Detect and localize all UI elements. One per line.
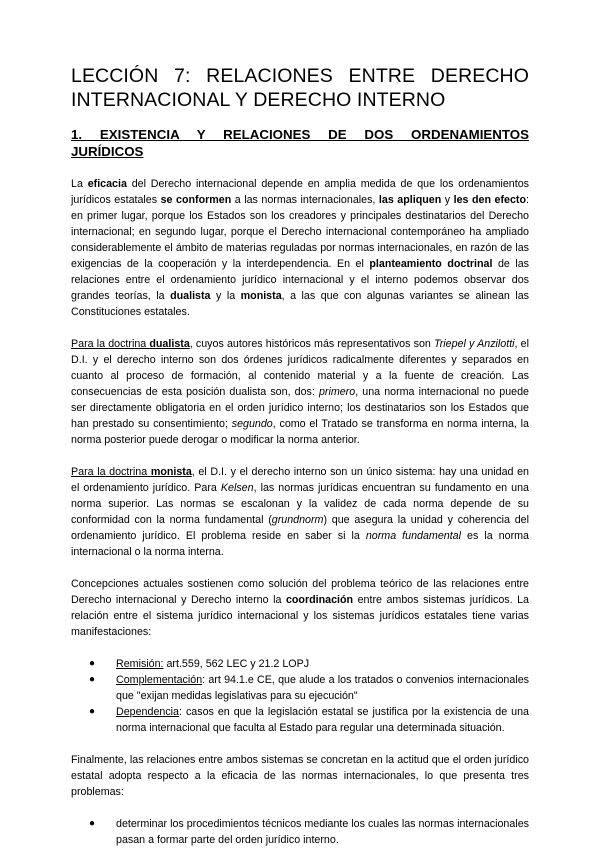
italic-term: grundnorm (271, 514, 324, 526)
list-term: Dependencia (116, 706, 179, 718)
paragraph-monista (71, 464, 529, 560)
document-page (71, 64, 529, 864)
bullet-icon: ● (89, 818, 96, 829)
text-run: es la norma internacional o la norma interna. (71, 530, 529, 558)
italic-term: norma fundamental (365, 530, 462, 542)
list-item (71, 816, 529, 848)
text-run: : en primer lugar, porque los Estados son los creadores y principales destinatarios del Derecho internacional; en segundo lugar, porque el Derecho internacional contemporáneo ha ampliado considerablemente el ámbito de materias reguladas por normas internacionales, en razón de las exigencias de la cooperación y la interdependencia. En el (71, 194, 529, 270)
text-run: , cuyos autores históricos más representativos son (189, 338, 434, 350)
paragraph-eficacia (71, 176, 529, 320)
text-run: , las normas jurídicas encuentran su fundamento en una norma superior. Las normas se escalonan y la validez de cada norma depende de su conformidad con la norma fundamental ( (71, 482, 529, 526)
underlined-text: Para la doctrina (71, 466, 151, 478)
bold-term: las apliquen (378, 194, 442, 206)
problems-list (71, 816, 529, 848)
section-heading-line1: 1. EXISTENCIA Y RELACIONES DE DOS ORDENAMIENTOS (71, 127, 529, 142)
bold-term: se conformen (160, 194, 232, 206)
text-run: , a las que con algunas variantes se alinean las Constituciones estatales. (71, 290, 529, 318)
list-item (71, 672, 529, 704)
lesson-title (71, 64, 529, 112)
bold-term: dualista (149, 338, 190, 350)
text-run: de las relaciones entre el ordenamiento jurídico internacional y el interno podemos observar dos grandes teorías, la (71, 258, 529, 302)
text-run: Concepciones actuales sostienen como solución del problema teórico de las relaciones entre Derecho internacional y Derecho interno la (71, 578, 529, 606)
text-run: a las normas internacionales, (231, 194, 379, 206)
manifestations-list (71, 656, 529, 736)
text-run: , el D.I. y el derecho interno son dos órdenes jurídicos radicalmente diferentes y separados en cuanto al proceso de formación, al contenido material y a la fuente de creación. Las consecuencias de esta posición dualista son, dos: (71, 338, 529, 398)
text-run: entre ambos sistemas jurídicos. La relación entre el sistema jurídico internacional y los sistemas jurídicos estatales tiene varias manifestaciones: (71, 594, 529, 638)
list-term: Complementación (116, 674, 203, 686)
section-heading-line2: JURÍDICOS (71, 144, 144, 159)
list-text: determinar los procedimientos técnicos mediante los cuales las normas internacionales pasan a formar parte del orden jurídico interno. (116, 818, 529, 846)
section-heading (71, 126, 529, 160)
bold-term: eficacia (87, 178, 127, 190)
bold-term: planteamiento doctrinal (369, 258, 493, 270)
list-text: : art 94.1.e CE, que alude a los tratados o convenios internacionales que "exijan medidas legislativas para su ejecución" (116, 674, 529, 702)
bold-term: dualista (170, 290, 211, 302)
italic-term: primero (318, 386, 356, 398)
bold-term: monista (150, 466, 192, 478)
underlined-text: Para la doctrina (71, 338, 150, 350)
paragraph-coordinacion (71, 576, 529, 640)
list-text: art.559, 562 LEC y 21.2 LOPJ (163, 658, 310, 670)
bullet-icon: ● (89, 706, 96, 717)
italic-term: Triepel y Anzilotti (434, 338, 515, 350)
bold-term: les den efecto (453, 194, 526, 206)
text-run: del Derecho internacional depende en amplia medida de que los ordenamientos jurídicos estatales (71, 178, 529, 206)
list-term: Remisión: (116, 658, 164, 670)
text-run: y (441, 194, 454, 206)
lesson-title-line2: INTERNACIONAL Y DERECHO INTERNO (71, 89, 446, 111)
bullet-icon: ● (89, 674, 96, 685)
list-item (71, 656, 529, 672)
text-run: , como el Tratado se transforma en norma interna, la norma posterior puede derogar o modificar la norma anterior. (71, 418, 529, 446)
text-run: , una norma internacional no puede ser directamente obligatoria en el orden jurídico interno; los destinatarios son los Estados que han prestado su consentimiento; (71, 386, 529, 430)
lesson-title-line1: LECCIÓN 7: RELACIONES ENTRE DERECHO (71, 65, 529, 87)
list-item (71, 704, 529, 736)
bold-term: monista (240, 290, 282, 302)
text-run: y la (210, 290, 241, 302)
bullet-icon: ● (89, 658, 96, 669)
paragraph-dualista (71, 336, 529, 448)
bold-term: coordinación (285, 594, 354, 606)
text-run: , el D.I. y el derecho interno son un único sistema: hay una unidad en el ordenamiento jurídico. Para (71, 466, 530, 494)
italic-term: segundo (231, 418, 273, 430)
text-run: La (71, 178, 88, 190)
italic-term: Kelsen (220, 482, 254, 494)
paragraph-finalmente: Finalmente, las relaciones entre ambos sistemas se concretan en la actitud que el orden jurídico estatal adopta respecto a la eficacia de las normas internacionales, lo que presenta tres problemas: (71, 754, 529, 798)
list-text: : casos en que la legislación estatal se justifica por la existencia de una norma internacional que faculta al Estado para regular una determinada situación. (116, 706, 529, 734)
text-run: ) que asegura la unidad y coherencia del ordenamiento jurídico. El problema reside en saber si la (71, 514, 529, 542)
